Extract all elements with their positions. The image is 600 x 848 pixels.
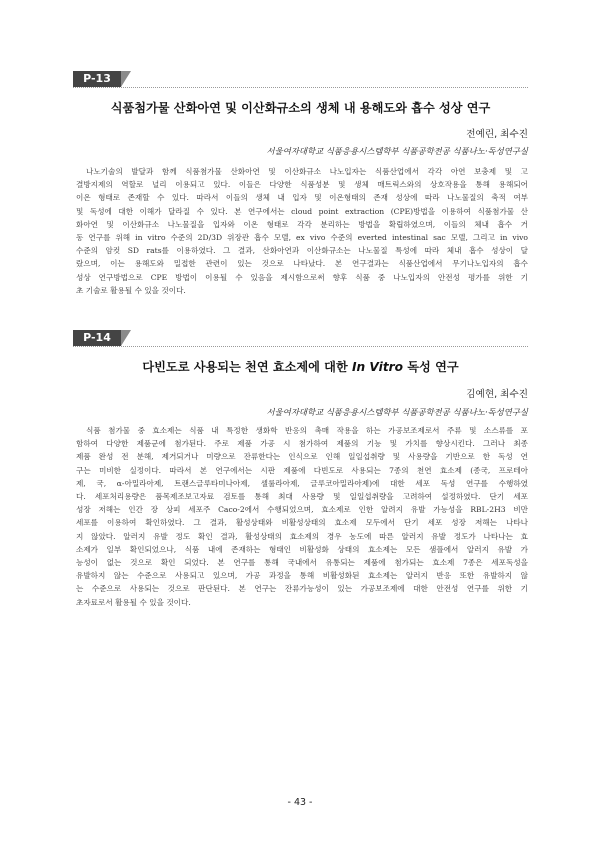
abstract-line: 제, 국, α-아밀라아제, 트랜스글루타미나아제, 셀룰라아제, 글루코아밀라아제)에 대한 세포 독성 연구를 수행하였	[76, 478, 528, 488]
abstract-line: 초 기술로 활용될 수 있을 것이다.	[76, 285, 186, 295]
abstract-line: 성장 저해는 인간 장 상피 세포주 Caco-2에서 수행되었으며, 효소제로 인한 알려지 유발 가능성을 RBL-2H3 비만	[76, 505, 528, 515]
abstract-line: 능성이 없는 것으로 확인 되었다. 본 연구를 통해 국내에서 유통되는 제품에 첨가되는 효소제 7종은 세포독성을	[76, 558, 528, 568]
abstract-line: 세포를 이용하여 확인하였다. 그 결과, 활성상태와 비활성상태의 효소제 모두에서 단기 세포 성장 저해는 나타나	[76, 518, 528, 528]
paper-title-p13: 식품첨가물 산화아연 및 이산화규소의 생체 내 용해도와 흡수 성상 연구	[110, 101, 491, 115]
abstract-line: 식품 첨가물 중 효소제는 식품 내 특정한 생화학 반응의 촉매 작용을 하는 가공보조제로서 주류 및 소스류를 포	[86, 426, 528, 435]
section-divider	[73, 346, 528, 347]
abstract-line: 동 연구를 위해 in vitro 수준의 2D/3D 위장관 흡수 모델, ex vivo 수준의 everted intestinal sac 모델, 그리고 in vivo	[76, 233, 528, 243]
authors-p14: 김예현, 최수진	[466, 389, 528, 400]
affiliation-p13: 서울여자대학교 식품응용시스템학부 식품공학전공 식품나노·독성연구실	[266, 146, 528, 156]
abstract-line: 함하여 다양한 제품군에 첨가된다. 주로 제품 가공 시 첨가하여 제품의 기능 및 가치를 향상시킨다. 그러나 최종	[76, 439, 528, 449]
abstract-line: 나노기술의 발달과 함께 식품첨가물 산화아연 및 이산화규소 나노입자는 식품산업에서 각각 아연 보충제 및 고	[86, 167, 528, 176]
abstract-p14	[76, 424, 528, 609]
abstract-line: 화아연 및 이산화규소 나노물질을 입자와 이온 형태로 각각 분리하는 방법을 확립하였으며, 이들의 체내 흡수 거	[76, 219, 528, 229]
page-number: - 43 -	[287, 797, 313, 808]
abstract-line: 성상 연구방법으로 CPE 방법이 이용될 수 있음을 제시함으로써 향후 식품 중 나노입자의 안전성 평가를 위한 기	[76, 272, 528, 282]
title-italic-text: In Vitro	[351, 360, 404, 374]
authors-p13: 전예린, 최수진	[466, 129, 528, 140]
abstract-line: 구는 미비한 실정이다. 따라서 본 연구에서는 시판 제품에 다빈도로 사용되는 7종의 천연 효소제 (종국, 프로테아	[76, 465, 528, 475]
abstract-line: 이온 형태로 존재할 수 있다. 따라서 이들의 생체 내 입자 및 이온형태의 존재 성상에 따라 나노물질의 축적 여부	[76, 193, 528, 203]
section-badge-p13: P-13	[73, 71, 121, 87]
abstract-line: 결방지제의 역할로 널리 이용되고 있다. 이들은 다양한 식품성분 및 생체 매트릭스와의 상호작용을 통해 용해되어	[76, 180, 528, 190]
abstract-line: 수준의 암컷 SD rats를 이용하였다. 그 결과, 산화아연과 이산화규소는 나노물질 특성에 따라 체내 흡수 성상이 달	[76, 246, 528, 256]
paper-title-p14	[73, 358, 528, 375]
abstract-p13	[76, 165, 528, 297]
abstract-line: 제품 완성 전 분해, 제거되거나 미량으로 잔류한다는 인식으로 인해 일일섭취량 및 사용량을 기반으로 한 독성 연	[76, 452, 528, 462]
badge-tail-decoration	[121, 330, 131, 346]
section-divider	[73, 87, 528, 88]
abstract-line: 는 수준으로 사용되는 것으로 판단된다. 본 연구는 잔류가능성이 있는 가공보조제에 대한 안전성 연구를 위한 기	[76, 584, 528, 594]
affiliation-p14: 서울여자대학교 식품응용시스템학부 식품공학전공 식품나노·독성연구실	[266, 407, 528, 417]
abstract-line: 다. 세포처리용량은 품목제조보고자료 검토를 통해 최대 사용량 및 일일섭취량을 고려하여 설정하였다. 단기 세포	[76, 492, 528, 502]
section-badge-p14: P-14	[73, 330, 121, 346]
abstract-line: 소제가 일부 확인되었으나, 식품 내에 존재하는 형태인 비활성화 상태의 효소제는 모든 샘플에서 알러지 유발 가	[76, 544, 528, 554]
title-text: 다빈도로 사용되는 천연 효소제에 대한	[142, 360, 352, 374]
badge-tail-decoration	[121, 71, 131, 87]
abstract-line: 및 독성에 대한 이해가 달라질 수 있다. 본 연구에서는 cloud point extraction (CPE)방법을 이용하여 식품첨가물 산	[76, 206, 528, 216]
abstract-line: 랐으며, 이는 용해도와 밀접한 관련이 있는 것으로 나타났다. 본 연구결과는 식품산업에서 무기나노입자의 흡수	[76, 259, 528, 269]
abstract-line: 유발하지 않는 수준으로 사용되고 있으며, 가공 과정을 통해 비활성화된 효소제는 알러지 반응 또한 유발하지 않	[76, 571, 528, 581]
title-text: 독성 연구	[403, 360, 459, 374]
abstract-line: 초자료로서 활용될 수 있을 것이다.	[76, 597, 191, 607]
abstract-line: 지 않았다. 알러지 유발 정도 확인 결과, 활성상태의 효소제의 경우 농도에 따른 알러지 유발 정도가 나타나는 효	[76, 531, 528, 541]
